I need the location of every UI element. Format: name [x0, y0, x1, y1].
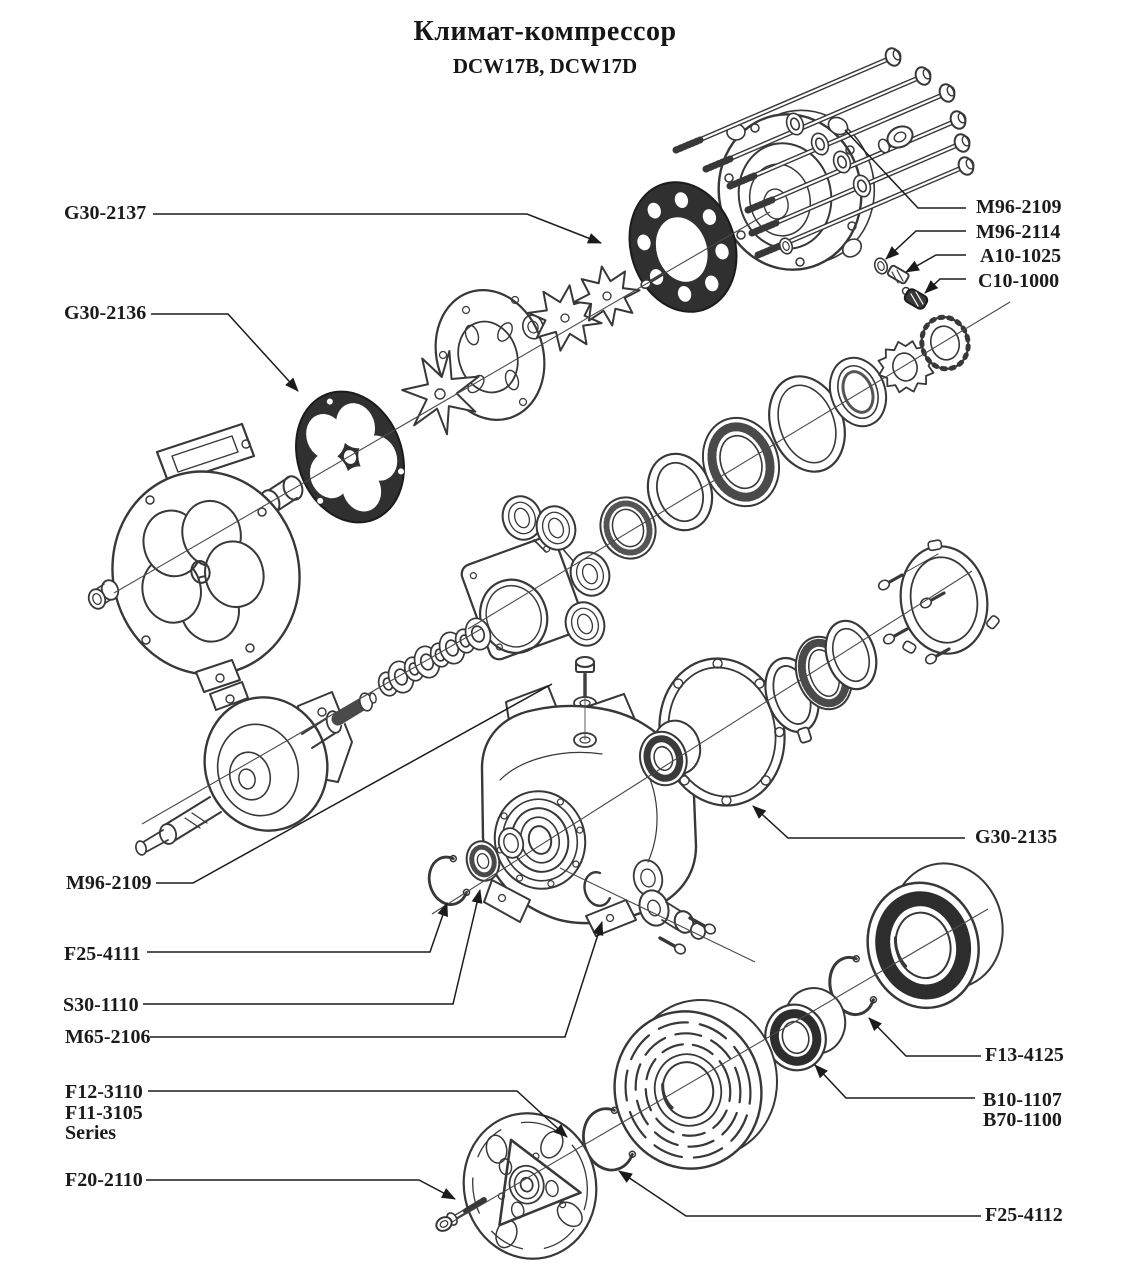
leader-g30-2136 [151, 314, 298, 391]
part-label-f25-4112: F25-4112 [985, 1204, 1063, 1226]
part-label-f20-2110: F20-2110 [65, 1169, 143, 1191]
part-label-c10-1000: C10-1000 [978, 270, 1060, 292]
leader-f13-4125 [869, 1018, 981, 1056]
main-ball-bearing [851, 852, 1019, 1020]
part-label-s30-1110: S30-1110 [63, 994, 139, 1016]
leader-m65-2106 [150, 922, 602, 1037]
leader-a10-1025 [906, 255, 966, 272]
leader-f25-4111 [147, 903, 447, 952]
leader-s30-1110 [143, 890, 480, 1004]
part-label-a10-1025: A10-1025 [980, 245, 1062, 267]
part-label-g30-2137: G30-2137 [64, 202, 147, 224]
leader-b10-1107 [815, 1065, 975, 1098]
part-label-b10-1107: B10-1107 [983, 1089, 1062, 1111]
part-label-m96-2109-left: M96-2109 [66, 872, 152, 894]
part-label-m96-2109-right: M96-2109 [976, 196, 1062, 218]
fitting-screw [660, 938, 687, 956]
front-head [91, 424, 321, 710]
leader-g30-2135 [753, 806, 965, 838]
shim-washers [376, 615, 495, 698]
snap-ring-f25-4111 [424, 853, 471, 909]
part-label-b70-1100: B70-1100 [983, 1109, 1062, 1131]
part-label-f11-3105: F11-3105 [65, 1102, 143, 1124]
part-label-f13-4125: F13-4125 [985, 1044, 1064, 1066]
gasket-g30-2136 [278, 376, 422, 537]
part-label-m65-2106: M65-2106 [65, 1026, 151, 1048]
charge-valve [887, 265, 910, 285]
valve-cap [903, 287, 930, 310]
part-label-g30-2136: G30-2136 [64, 302, 147, 324]
leader-f20-2110 [146, 1180, 455, 1199]
model-subtitle: DCW17B, DCW17D [452, 54, 638, 78]
hex-fitting [877, 122, 916, 154]
bearing-retainer [877, 532, 1004, 666]
part-label-g30-2135: G30-2135 [975, 826, 1058, 848]
part-label-f25-4111: F25-4111 [64, 943, 141, 965]
leader-f25-4112 [619, 1171, 981, 1216]
series-note: Series [65, 1122, 117, 1144]
leader-g30-2137 [153, 214, 601, 243]
page-title: Климат-компрессор [413, 16, 677, 47]
part-label-f12-3110: F12-3110 [65, 1081, 143, 1103]
clutch-pulley [595, 983, 796, 1185]
shaft-nut [86, 578, 121, 611]
part-label-m96-2114: M96-2114 [976, 221, 1061, 243]
retainer-screw [882, 629, 907, 646]
leader-c10-1000 [925, 279, 966, 293]
oil-pump-fitting [635, 886, 717, 955]
